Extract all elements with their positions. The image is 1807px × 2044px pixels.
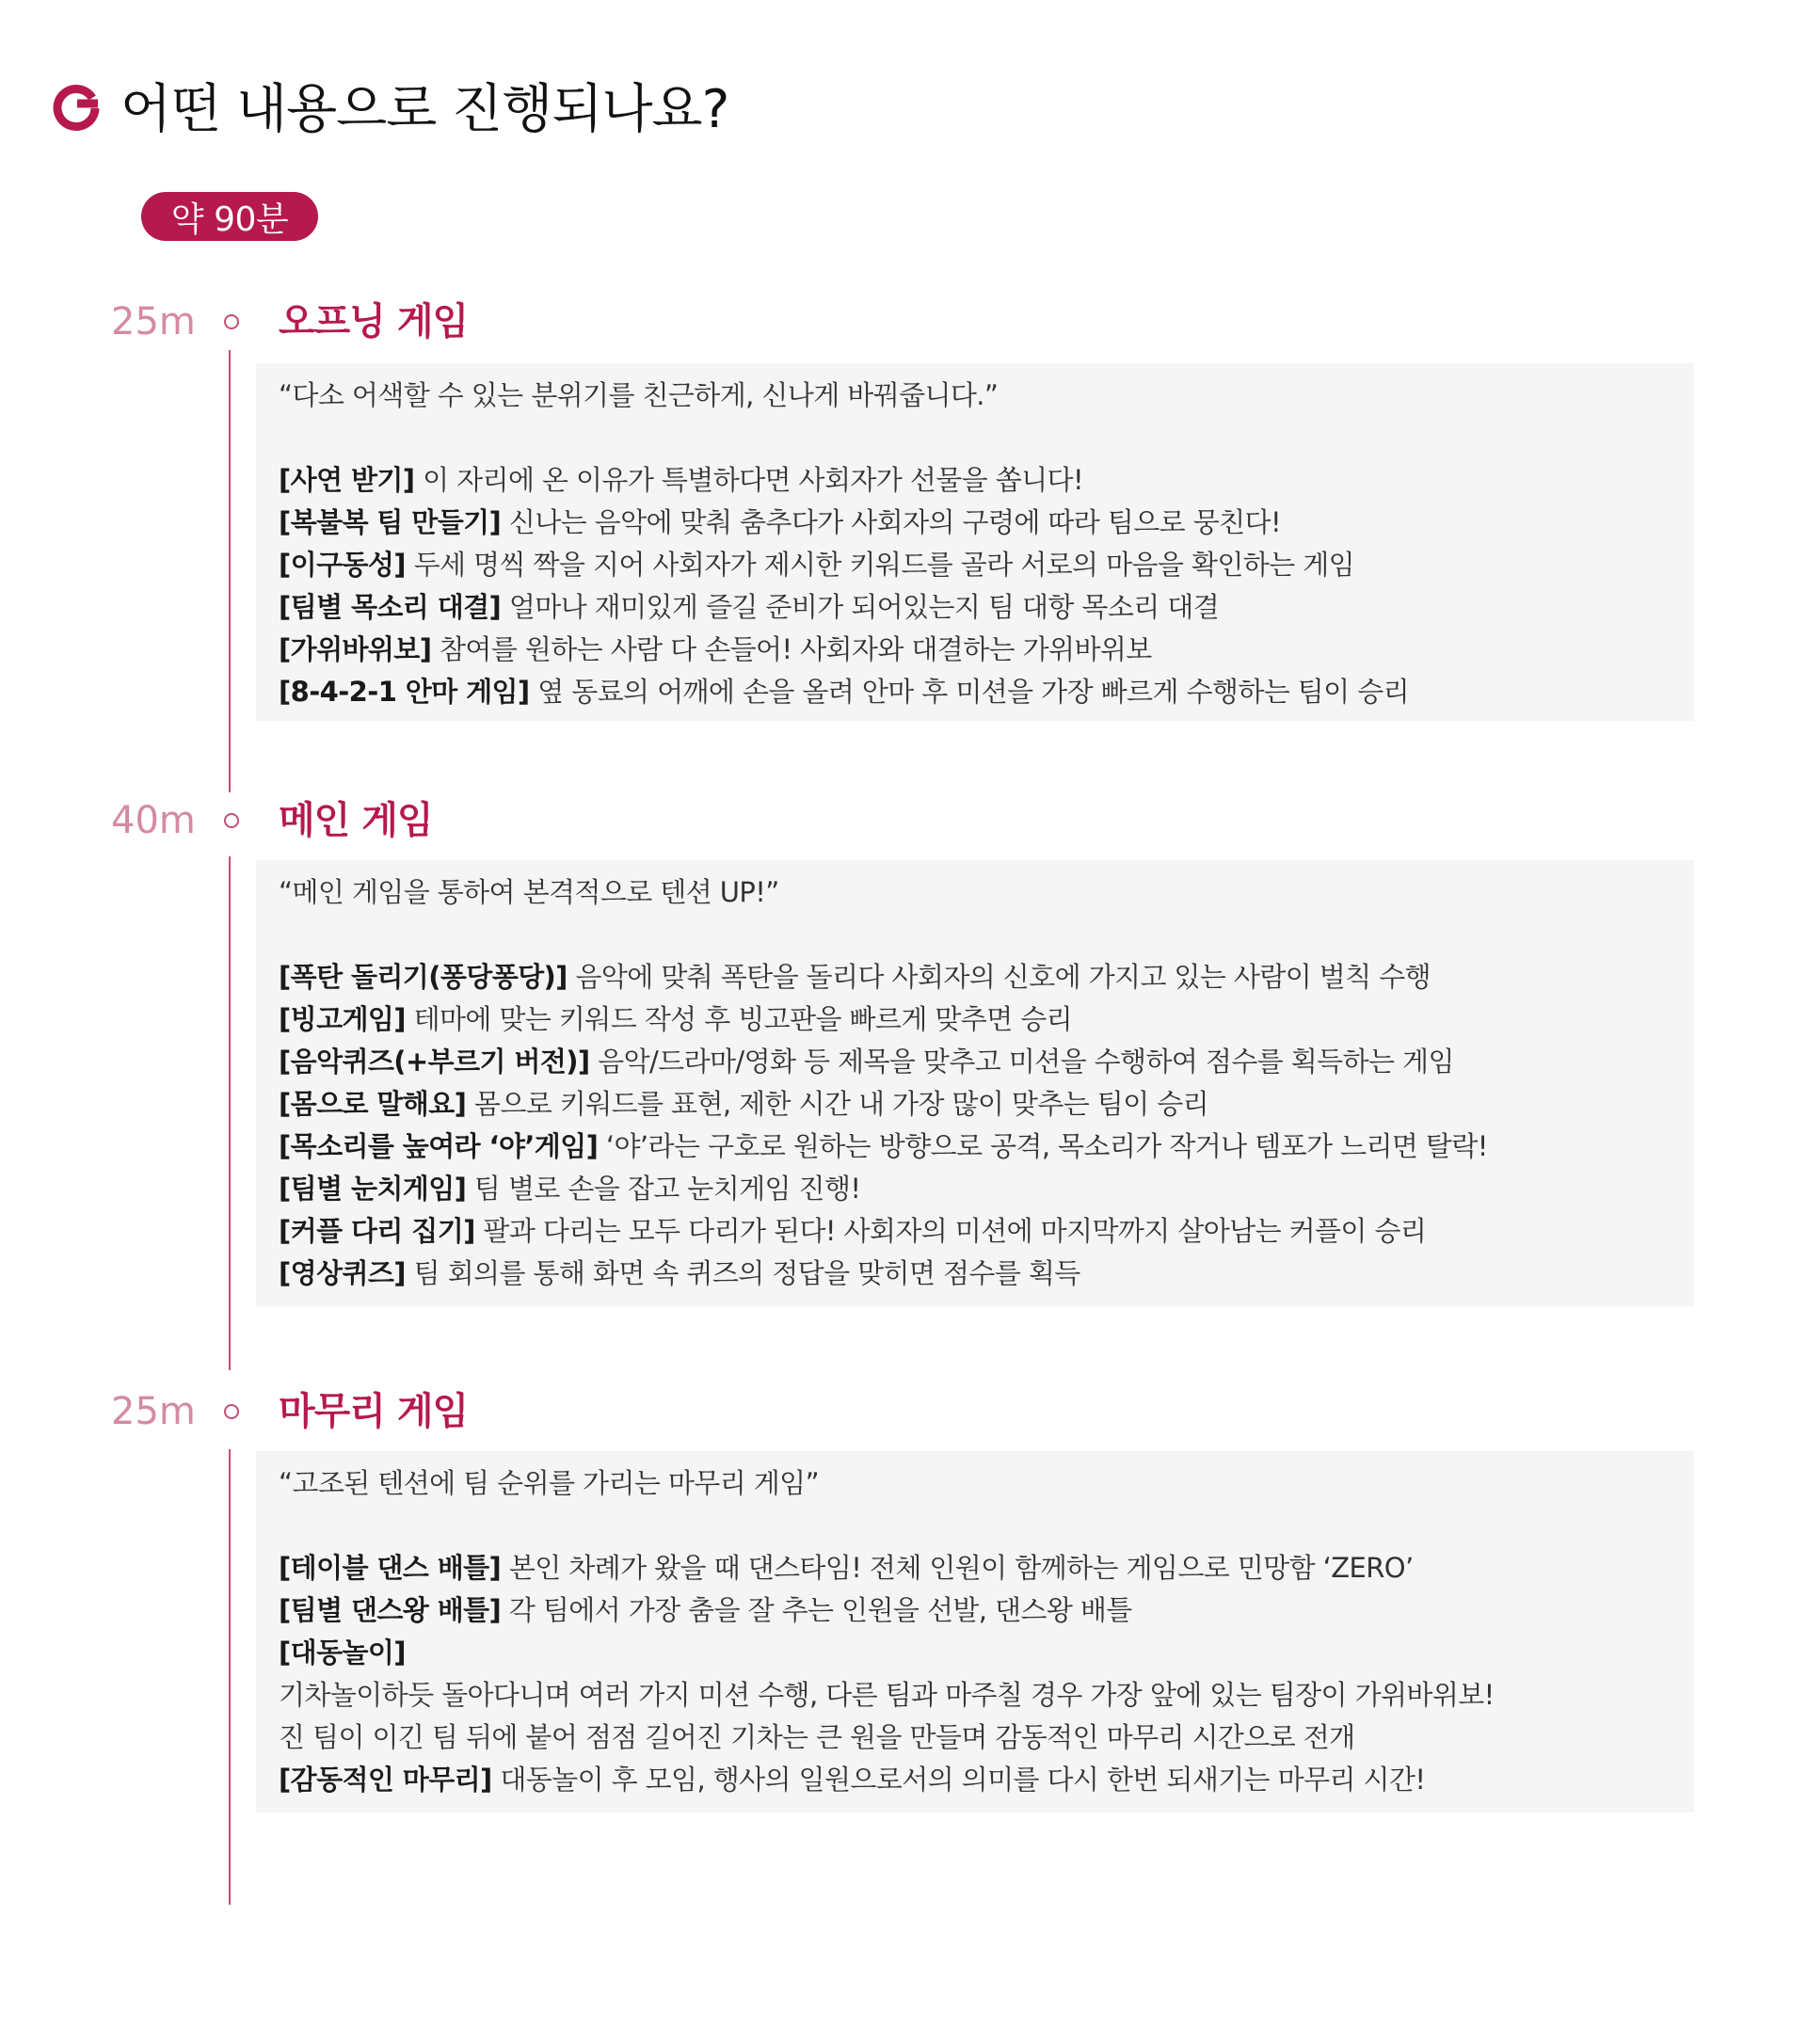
item-title: [영상퀴즈] bbox=[279, 1257, 406, 1289]
item-title: [팀별 댄스왕 배틀] bbox=[279, 1594, 502, 1626]
item-title: [몸으로 말해요] bbox=[279, 1088, 467, 1120]
item-desc: 대동놀이 후 모임, 행사의 일원으로서의 의미를 다시 한번 되새기는 마무리 시간! bbox=[491, 1764, 1426, 1796]
list-item bbox=[279, 1547, 1671, 1589]
list-item bbox=[279, 1632, 1671, 1674]
timeline-line bbox=[229, 856, 231, 1370]
item-desc: 팔과 다리는 모두 다리가 된다! 사회자의 미션에 마지막까지 살아남는 커플이 승리 bbox=[474, 1215, 1427, 1247]
section-minutes: 40m bbox=[111, 799, 196, 842]
section-minutes: 25m bbox=[111, 300, 196, 343]
item-title: [팀별 눈치게임] bbox=[279, 1173, 467, 1205]
item-desc: 본인 차례가 왔을 때 댄스타임! 전체 인원이 함께하는 게임으로 민망함 ‘ZERO’ bbox=[501, 1552, 1414, 1584]
list-item bbox=[279, 459, 1671, 502]
item-desc: 참여를 원하는 사람 다 손들어! 사회자와 대결하는 가위바위보 bbox=[431, 633, 1152, 665]
item-title: [사연 받기] bbox=[279, 464, 415, 496]
item-desc: 팀 회의를 통해 화면 속 퀴즈의 정답을 맞히면 점수를 획득 bbox=[405, 1257, 1080, 1289]
list-item bbox=[279, 671, 1671, 713]
item-desc: 옆 동료의 어깨에 손을 올려 안마 후 미션을 가장 빠르게 수행하는 팀이 승리 bbox=[529, 676, 1410, 708]
item-desc: 두세 명씩 짝을 지어 사회자가 제시한 키워드를 골라 서로의 마음을 확인하는 게임 bbox=[405, 549, 1355, 581]
item-title: [폭탄 돌리기(퐁당퐁당)] bbox=[279, 961, 568, 993]
timeline-dot-icon bbox=[224, 813, 239, 828]
section-header bbox=[0, 1383, 1807, 1440]
section-content-box bbox=[256, 1451, 1694, 1812]
list-item bbox=[279, 1041, 1671, 1083]
section-header bbox=[0, 792, 1807, 849]
list-item bbox=[279, 998, 1671, 1041]
item-title: [감동적인 마무리] bbox=[279, 1764, 492, 1796]
item-desc: 테마에 맞는 키워드 작성 후 빙고판을 빠르게 맞추면 승리 bbox=[405, 1003, 1073, 1035]
item-title: [가위바위보] bbox=[279, 633, 432, 665]
section-title: 메인 게임 bbox=[279, 799, 433, 842]
item-desc: 몸으로 키워드를 표현, 제한 시간 내 가장 많이 맞추는 팀이 승리 bbox=[466, 1088, 1209, 1120]
section-content-box bbox=[256, 860, 1694, 1306]
list-item bbox=[279, 1717, 1671, 1759]
list-item bbox=[279, 1126, 1671, 1168]
item-title: [음악퀴즈(+부르기 버전)] bbox=[279, 1046, 590, 1078]
list-item bbox=[279, 1589, 1671, 1632]
item-title: [테이블 댄스 배틀] bbox=[279, 1552, 502, 1584]
list-item bbox=[279, 586, 1671, 629]
item-title: [대동놀이] bbox=[279, 1637, 406, 1669]
section-quote: “메인 게임을 통하여 본격적으로 텐션 UP!” bbox=[279, 876, 779, 908]
item-desc: ‘야’라는 구호로 원하는 방향으로 공격, 목소리가 작거나 템포가 느리면 탈락! bbox=[598, 1130, 1488, 1162]
list-item bbox=[279, 1759, 1671, 1801]
item-title: [빙고게임] bbox=[279, 1003, 406, 1035]
item-title: [8-4-2-1 안마 게임] bbox=[279, 676, 530, 708]
section-title: 마무리 게임 bbox=[279, 1390, 469, 1433]
ring-logo-icon bbox=[49, 84, 102, 136]
item-title: [복불복 팀 만들기] bbox=[279, 506, 502, 538]
item-desc: 신나는 음악에 맞춰 춤추다가 사회자의 구령에 따라 팀으로 뭉친다! bbox=[501, 506, 1281, 538]
item-desc: 기차놀이하듯 돌아다니며 여러 가지 미션 수행, 다른 팀과 마주칠 경우 가장 앞에 있는 팀장이 가위바위보! bbox=[279, 1679, 1495, 1711]
timeline-dot-icon bbox=[224, 314, 239, 329]
section-quote: “고조된 텐션에 팀 순위를 가리는 마무리 게임” bbox=[279, 1467, 820, 1499]
item-title: [커플 다리 집기] bbox=[279, 1215, 475, 1247]
timeline-dot-icon bbox=[224, 1404, 239, 1419]
item-desc: 음악/드라마/영화 등 제목을 맞추고 미션을 수행하여 점수를 획득하는 게임 bbox=[589, 1046, 1454, 1078]
page-title: 어떤 내용으로 진행되나요? bbox=[120, 79, 729, 140]
section-title: 오프닝 게임 bbox=[279, 300, 469, 343]
list-item bbox=[279, 1210, 1671, 1253]
item-title: [목소리를 높여라 ‘야’게임] bbox=[279, 1130, 599, 1162]
item-desc: 팀 별로 손을 잡고 눈치게임 진행! bbox=[466, 1173, 861, 1205]
list-item bbox=[279, 629, 1671, 671]
item-desc: 얼마나 재미있게 즐길 준비가 되어있는지 팀 대항 목소리 대결 bbox=[501, 591, 1220, 623]
list-item bbox=[279, 956, 1671, 998]
page-header bbox=[49, 68, 728, 152]
duration-badge: 약 90분 bbox=[141, 192, 318, 241]
item-title: [이구동성] bbox=[279, 549, 406, 581]
section-quote: “다소 어색할 수 있는 분위기를 친근하게, 신나게 바꿔줍니다.” bbox=[279, 379, 999, 411]
list-item bbox=[279, 502, 1671, 544]
item-desc: 각 팀에서 가장 춤을 잘 추는 인원을 선발, 댄스왕 배틀 bbox=[501, 1594, 1132, 1626]
list-item bbox=[279, 1253, 1671, 1295]
timeline-line bbox=[229, 1449, 231, 1905]
section-minutes: 25m bbox=[111, 1390, 196, 1433]
timeline-line bbox=[229, 350, 231, 792]
item-desc: 음악에 맞춰 폭탄을 돌리다 사회자의 신호에 가지고 있는 사람이 벌칙 수행 bbox=[567, 961, 1431, 993]
list-item bbox=[279, 1674, 1671, 1717]
item-title: [팀별 목소리 대결] bbox=[279, 591, 502, 623]
list-item bbox=[279, 544, 1671, 586]
item-desc: 이 자리에 온 이유가 특별하다면 사회자가 선물을 쏩니다! bbox=[414, 464, 1083, 496]
list-item bbox=[279, 1168, 1671, 1210]
section-content-box bbox=[256, 363, 1694, 721]
section-header bbox=[0, 294, 1807, 350]
item-desc: 진 팀이 이긴 팀 뒤에 붙어 점점 길어진 기차는 큰 원을 만들며 감동적인 마무리 시간으로 전개 bbox=[279, 1721, 1355, 1753]
list-item bbox=[279, 1083, 1671, 1126]
